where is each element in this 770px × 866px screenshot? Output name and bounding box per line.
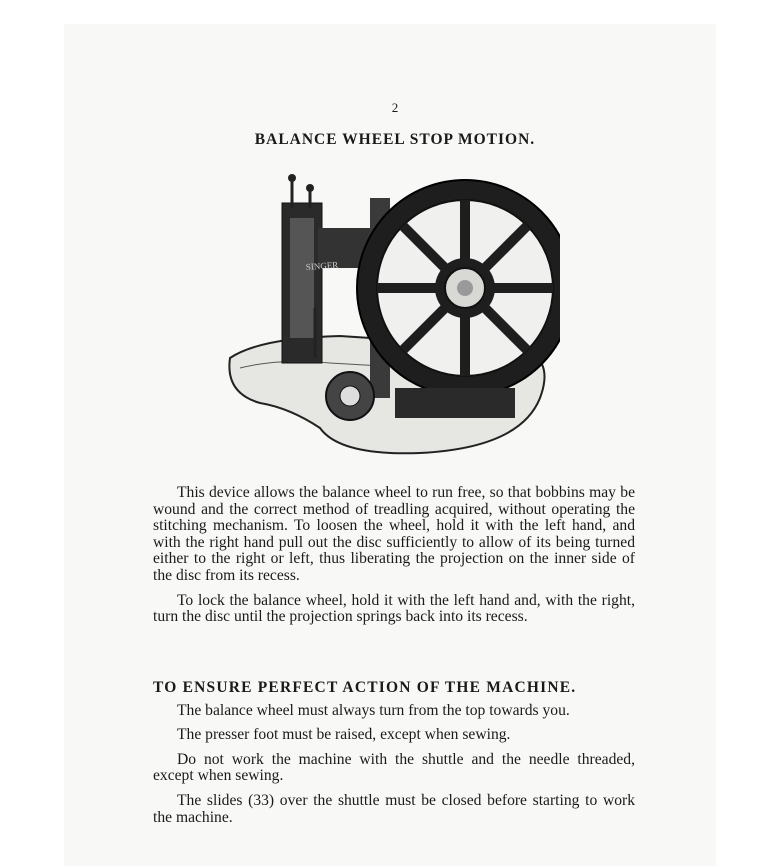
sewing-machine-illustration xyxy=(220,158,560,468)
page-title: BALANCE WHEEL STOP MOTION. xyxy=(254,131,536,148)
page-number: 2 xyxy=(391,100,399,115)
paragraph: The balance wheel must always turn from the top towards you. xyxy=(177,701,570,719)
paragraph: Do not work the machine with the shuttle and the needle threaded, except when sewing. xyxy=(153,750,635,785)
paragraph: The slides (33) over the shuttle must be closed before starting to work the machine. xyxy=(153,791,635,826)
singer-label: SINGER xyxy=(305,259,339,272)
section-perfect-action xyxy=(153,680,635,834)
paragraph: The presser foot must be raised, except when sewing. xyxy=(177,726,511,744)
paragraph: This device allows the balance wheel to run free, so that bobbins may be wound and the correct method of treadling acquired, without operating the stitching mechanism. To loosen the wheel, hold it with the left hand, and with the right hand pull out the disc sufficiently to allow of its being turned either to the right or left, thus liberating the projection on the inner side of the disc from its recess. xyxy=(153,484,635,584)
section-balance-wheel xyxy=(153,485,635,634)
paragraph: To lock the balance wheel, hold it with the left hand and, with the right, turn the disc until the projection springs back into its recess. xyxy=(153,591,635,626)
section-heading: TO ENSURE PERFECT ACTION OF THE MACHINE. xyxy=(153,679,577,696)
